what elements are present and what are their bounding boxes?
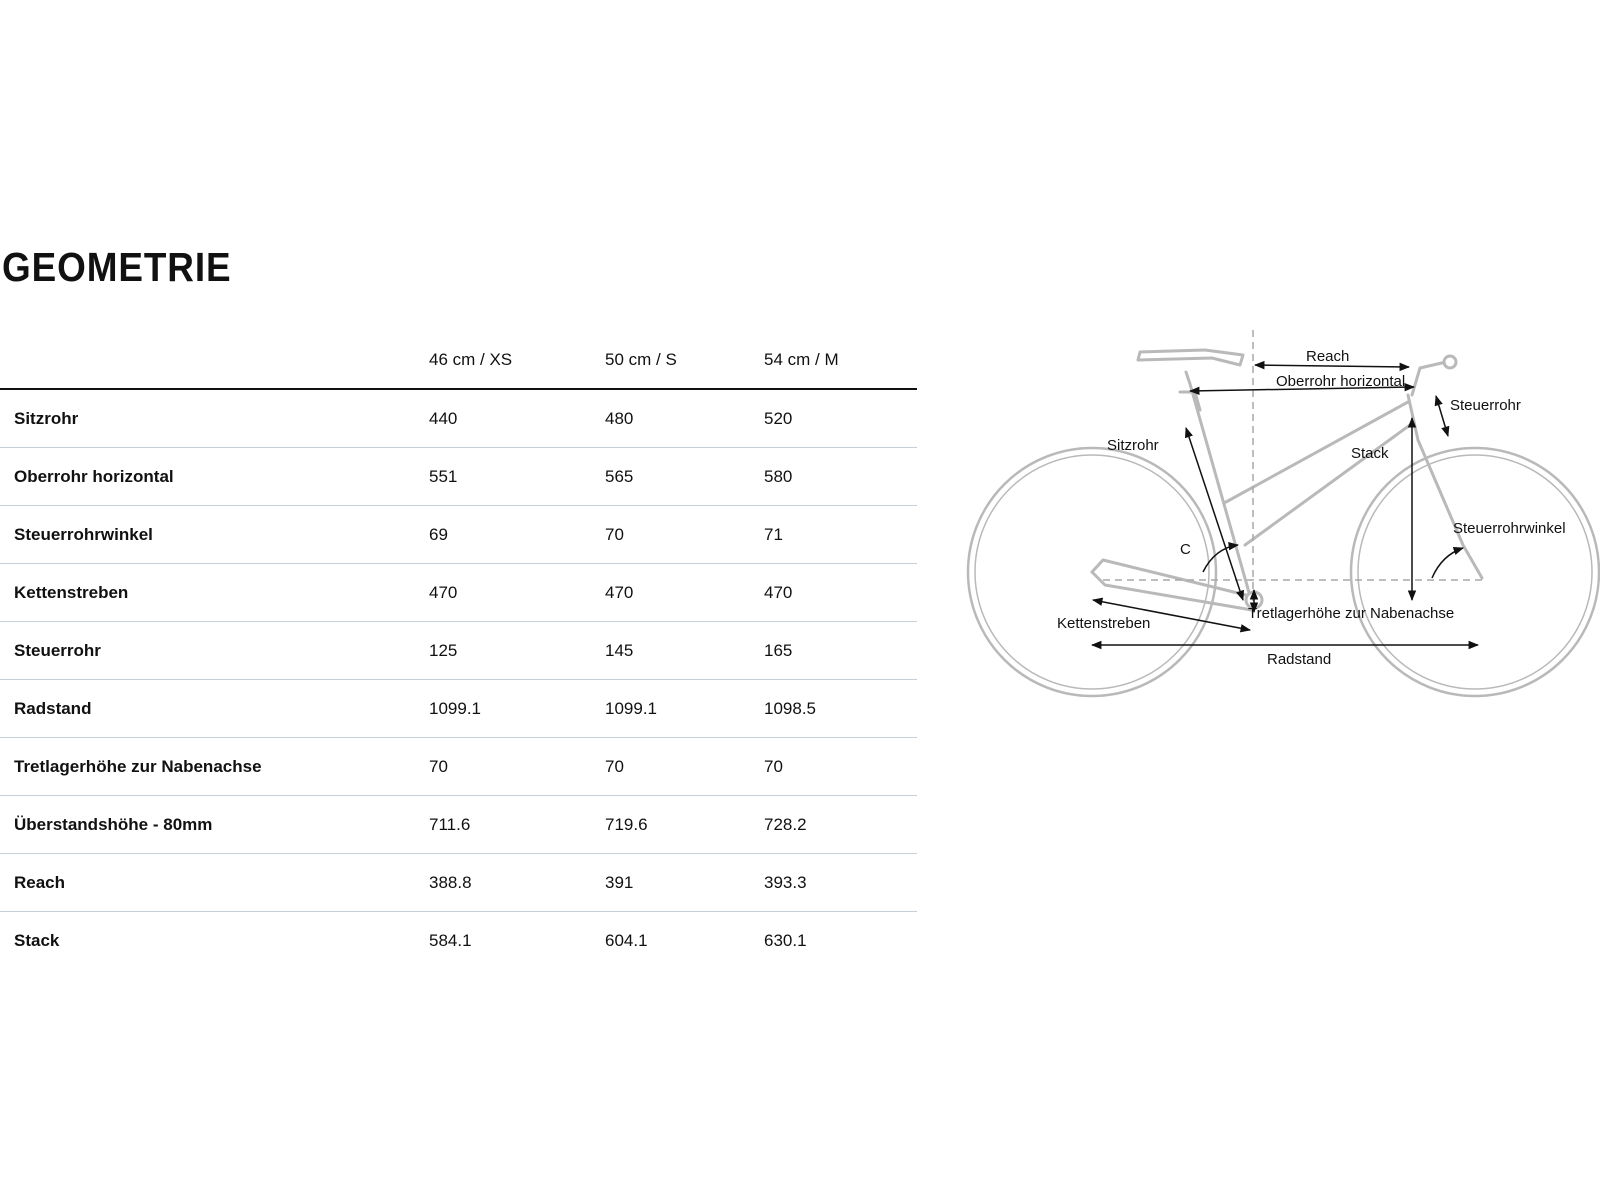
table-row xyxy=(0,622,917,680)
table-row xyxy=(0,854,917,912)
cell-value: 1098.5 xyxy=(764,698,816,718)
label-steuerrohrwinkel: Steuerrohrwinkel xyxy=(1453,520,1566,537)
cell-value: 70 xyxy=(764,756,783,776)
row-label: Stack xyxy=(14,930,60,950)
label-reach: Reach xyxy=(1306,348,1350,365)
cell-value: 165 xyxy=(764,640,793,660)
table-header-row xyxy=(0,330,917,390)
cell-value: 565 xyxy=(605,466,634,486)
bike-geometry-diagram xyxy=(955,320,1600,710)
row-label: Oberrohr horizontal xyxy=(14,466,174,486)
cell-value: 711.6 xyxy=(429,814,471,834)
cell-value: 70 xyxy=(605,524,624,544)
diagram-labels xyxy=(1057,348,1566,668)
cell-value: 470 xyxy=(605,582,634,602)
cell-value: 728.2 xyxy=(764,814,807,834)
row-label: Radstand xyxy=(14,698,92,718)
row-label: Tretlagerhöhe zur Nabenachse xyxy=(14,756,262,776)
dimension-arrows xyxy=(1092,365,1478,645)
label-c: C xyxy=(1180,541,1191,558)
cell-value: 440 xyxy=(429,408,458,428)
label-steuerrohr: Steuerrohr xyxy=(1450,397,1521,414)
table-row xyxy=(0,912,917,969)
label-tretlagerhoehe: Tretlagerhöhe zur Nabenachse xyxy=(1248,605,1455,622)
cell-value: 70 xyxy=(605,756,624,776)
row-label: Reach xyxy=(14,872,66,892)
cell-value: 388.8 xyxy=(429,872,472,892)
cell-value: 145 xyxy=(605,640,634,660)
label-stack: Stack xyxy=(1351,445,1389,462)
row-label: Kettenstreben xyxy=(14,582,129,602)
row-label: Steuerrohrwinkel xyxy=(14,524,153,544)
cell-value: 69 xyxy=(429,524,448,544)
cell-value: 520 xyxy=(764,408,793,428)
cell-value: 393.3 xyxy=(764,872,807,892)
header-cell-size-m: 54 cm / M xyxy=(764,350,839,369)
front-wheel xyxy=(1351,448,1599,696)
cell-value: 630.1 xyxy=(764,930,807,950)
label-radstand: Radstand xyxy=(1267,651,1332,668)
row-label: Steuerrohr xyxy=(14,640,101,660)
label-sitzrohr: Sitzrohr xyxy=(1107,437,1159,454)
cell-value: 391 xyxy=(605,872,634,892)
cell-value: 1099.1 xyxy=(429,698,481,718)
row-label: Überstandshöhe - 80mm xyxy=(14,814,213,834)
table-row xyxy=(0,564,917,622)
table-row xyxy=(0,390,917,448)
row-label: Sitzrohr xyxy=(14,408,79,428)
header-cell-size-xs: 46 cm / XS xyxy=(429,350,513,369)
table-row xyxy=(0,506,917,564)
cell-value: 1099.1 xyxy=(605,698,657,718)
cell-value: 470 xyxy=(764,582,793,602)
cell-value: 584.1 xyxy=(429,930,472,950)
table-row xyxy=(0,796,917,854)
table-row xyxy=(0,680,917,738)
cell-value: 480 xyxy=(605,408,634,428)
cell-value: 719.6 xyxy=(605,814,648,834)
cell-value: 551 xyxy=(429,466,458,486)
header-cell-size-s: 50 cm / S xyxy=(605,350,677,369)
cell-value: 71 xyxy=(764,524,783,544)
table-row xyxy=(0,738,917,796)
cell-value: 70 xyxy=(429,756,448,776)
label-oberrohr-horizontal: Oberrohr horizontal xyxy=(1276,373,1406,390)
cell-value: 125 xyxy=(429,640,458,660)
cell-value: 470 xyxy=(429,582,458,602)
cell-value: 580 xyxy=(764,466,793,486)
cell-value: 604.1 xyxy=(605,930,648,950)
page-title: GEOMETRIE xyxy=(2,244,232,290)
label-kettenstreben: Kettenstreben xyxy=(1057,615,1151,632)
geometry-table xyxy=(0,330,917,969)
table-row xyxy=(0,448,917,506)
